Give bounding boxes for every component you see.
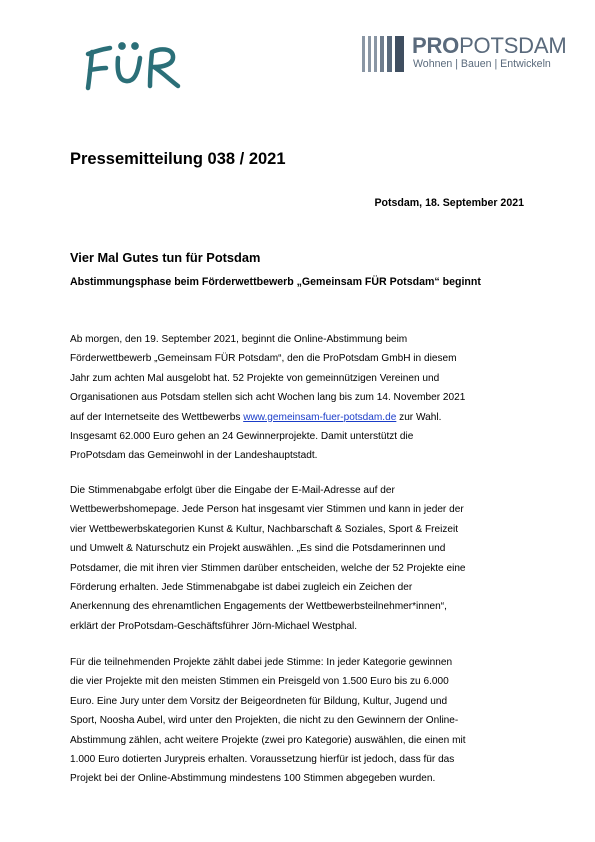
paragraph-line: vier Wettbewerbskategorien Kunst & Kultur, Nachbarschaft & Soziales, Sport & Freizeit	[70, 523, 459, 535]
paragraph-line: erklärt der ProPotsdam-Geschäftsführer Jörn-Michael Westphal.	[70, 620, 358, 632]
headline: Vier Mal Gutes tun für Potsdam	[70, 250, 261, 265]
paragraph-line: Wettbewerbshomepage. Jede Person hat insgesamt vier Stimmen und kann in jeder der	[70, 504, 464, 516]
paragraph-line: Insgesamt 62.000 Euro gehen an 24 Gewinnerprojekte. Damit unterstützt die	[70, 431, 414, 443]
paragraph-line: Organisationen aus Potsdam stellen sich acht Wochen lang bis zum 14. November 2021	[70, 392, 466, 404]
propotsdam-name-potsdam: POTSDAM	[459, 33, 567, 58]
paragraph-line: Abstimmung zählen, acht weitere Projekte (zwei pro Kategorie) auswählen, die einen mit	[70, 734, 466, 746]
propotsdam-tagline: Wohnen | Bauen | Entwickeln	[413, 58, 551, 70]
propotsdam-name-pro: PRO	[412, 33, 460, 58]
place-date: Potsdam, 18. September 2021	[374, 197, 524, 209]
paragraph-line: die vier Projekte mit den meisten Stimmen ein Preisgeld von 1.500 Euro bis zu 6.000	[70, 676, 449, 688]
propotsdam-bars-icon	[362, 36, 408, 72]
paragraph-line: Jahr zum achten Mal ausgelobt hat. 52 Projekte von gemeinnützigen Vereinen und	[70, 372, 440, 384]
paragraph-line: Die Stimmenabgabe erfolgt über die Eingabe der E-Mail-Adresse auf der	[70, 485, 395, 496]
paragraph-line: 1.000 Euro dotierten Jurypreis erhalten. Voraussetzung hierfür ist jedoch, dass für das	[70, 754, 455, 766]
paragraph-line: Sport, Noosha Aubel, wird unter den Projekten, die nicht zu den Gewinnern der Online-	[70, 715, 459, 727]
paragraph-line: ProPotsdam das Gemeinwohl in der Landeshauptstadt.	[70, 450, 318, 462]
paragraph-3	[70, 653, 530, 789]
link-line-after: zur Wahl.	[396, 411, 442, 423]
paragraph-line: Ab morgen, den 19. September 2021, beginnt die Online-Abstimmung beim	[70, 334, 408, 345]
paragraph-line: Für die teilnehmenden Projekte zählt dabei jede Stimme: In jeder Kategorie gewinnen	[70, 657, 453, 668]
paragraph-1	[70, 330, 530, 466]
propotsdam-logo	[362, 33, 567, 72]
page-title: Pressemitteilung 038 / 2021	[70, 150, 286, 168]
website-link[interactable]: www.gemeinsam-fuer-potsdam.de	[243, 411, 397, 423]
propotsdam-name	[412, 33, 566, 59]
paragraph-2	[70, 481, 530, 636]
paragraph-line-with-link	[70, 408, 530, 427]
paragraph-line: Euro. Eine Jury unter dem Vorsitz der Beigeordneten für Bildung, Kultur, Jugend und	[70, 695, 448, 707]
fuer-logo	[80, 36, 190, 94]
link-line-before: auf der Internetseite des Wettbewerbs	[70, 411, 244, 423]
paragraph-line: Förderwettbewerb „Gemeinsam FÜR Potsdam“, den die ProPotsdam GmbH in diesem	[70, 353, 457, 365]
paragraph-line: Anerkennung des ehrenamtlichen Engagements der Wettbewerbsteilnehmer*innen“,	[70, 601, 447, 613]
fuer-logo-graphic	[80, 36, 190, 94]
paragraph-line: Projekt bei der Online-Abstimmung mindestens 100 Stimmen abgegeben wurden.	[70, 773, 436, 785]
paragraph-line: Potsdamer, die mit ihren vier Stimmen darüber entscheiden, welche der 52 Projekte eine	[70, 562, 466, 574]
paragraph-line: Förderung erhalten. Jede Stimmenabgabe ist dabei zugleich ein Zeichen der	[70, 582, 413, 594]
paragraph-line: und Umwelt & Naturschutz ein Projekt auswählen. „Es sind die Potsdamerinnen und	[70, 543, 446, 555]
subheadline: Abstimmungsphase beim Förderwettbewerb „Gemeinsam FÜR Potsdam“ beginnt	[70, 276, 481, 288]
